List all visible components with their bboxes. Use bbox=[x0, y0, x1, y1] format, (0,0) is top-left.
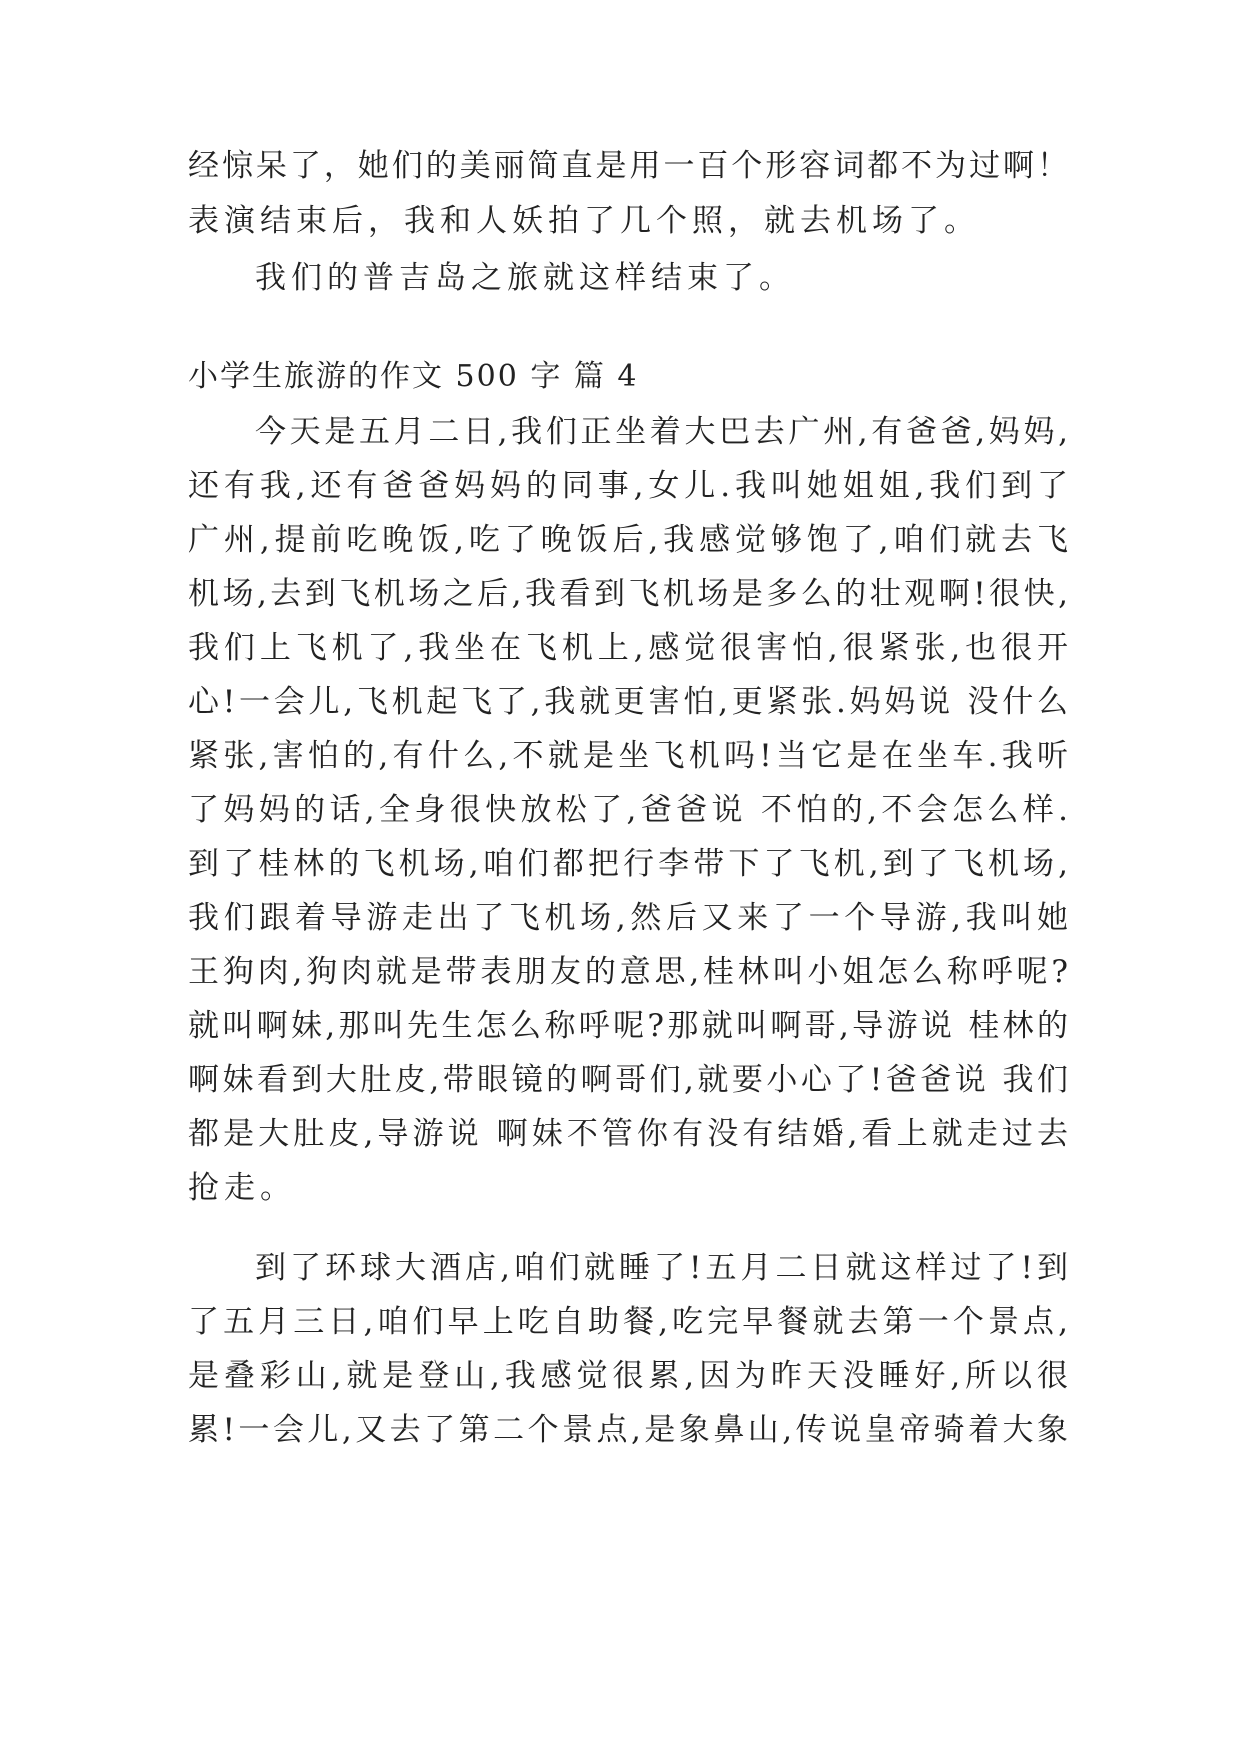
paragraph-line: 我们跟着导游走出了飞机场,然后又来了一个导游,我叫她 bbox=[188, 900, 1068, 936]
paragraph-line: 机场,去到飞机场之后,我看到飞机场是多么的壮观啊!很快, bbox=[188, 576, 1068, 612]
paragraph-line: 是叠彩山,就是登山,我感觉很累,因为昨天没睡好,所以很 bbox=[188, 1358, 1068, 1394]
paragraph-line: 抢走。 bbox=[188, 1170, 296, 1206]
paragraph-line: 我们的普吉岛之旅就这样结束了。 bbox=[255, 260, 795, 296]
paragraph-line: 累!一会儿,又去了第二个景点,是象鼻山,传说皇帝骑着大象 bbox=[188, 1412, 1068, 1448]
paragraph-line: 了妈妈的话,全身很快放松了,爸爸说 不怕的,不会怎么样. bbox=[188, 792, 1068, 828]
paragraph-line: 我们上飞机了,我坐在飞机上,感觉很害怕,很紧张,也很开 bbox=[188, 630, 1068, 666]
paragraph-line: 紧张,害怕的,有什么,不就是坐飞机吗!当它是在坐车.我听 bbox=[188, 738, 1068, 774]
paragraph-line: 广州,提前吃晚饭,吃了晚饭后,我感觉够饱了,咱们就去飞 bbox=[188, 522, 1068, 558]
paragraph-line: 心!一会儿,飞机起飞了,我就更害怕,更紧张.妈妈说 没什么 bbox=[188, 684, 1068, 720]
paragraph-line: 啊妹看到大肚皮,带眼镜的啊哥们,就要小心了!爸爸说 我们 bbox=[188, 1062, 1068, 1098]
paragraph-line: 都是大肚皮,导游说 啊妹不管你有没有结婚,看上就走过去 bbox=[188, 1116, 1068, 1152]
paragraph-line: 了五月三日,咱们早上吃自助餐,吃完早餐就去第一个景点, bbox=[188, 1304, 1068, 1340]
paragraph-line: 还有我,还有爸爸妈妈的同事,女儿.我叫她姐姐,我们到了 bbox=[188, 468, 1068, 504]
paragraph-line: 王狗肉,狗肉就是带表朋友的意思,桂林叫小姐怎么称呼呢? bbox=[188, 954, 1068, 990]
section-heading: 小学生旅游的作文 500 字 篇 4 bbox=[188, 359, 639, 394]
paragraph-line: 就叫啊妹,那叫先生怎么称呼呢?那就叫啊哥,导游说 桂林的 bbox=[188, 1008, 1068, 1044]
paragraph-line: 经惊呆了，她们的美丽简直是用一百个形容词都不为过啊！ bbox=[188, 148, 1068, 184]
paragraph-line: 到了桂林的飞机场,咱们都把行李带下了飞机,到了飞机场, bbox=[188, 846, 1068, 882]
paragraph-line: 今天是五月二日,我们正坐着大巴去广州,有爸爸,妈妈, bbox=[255, 414, 1068, 450]
paragraph-line: 表演结束后，我和人妖拍了几个照，就去机场了。 bbox=[188, 203, 980, 239]
paragraph-line: 到了环球大酒店,咱们就睡了!五月二日就这样过了!到 bbox=[255, 1250, 1068, 1286]
